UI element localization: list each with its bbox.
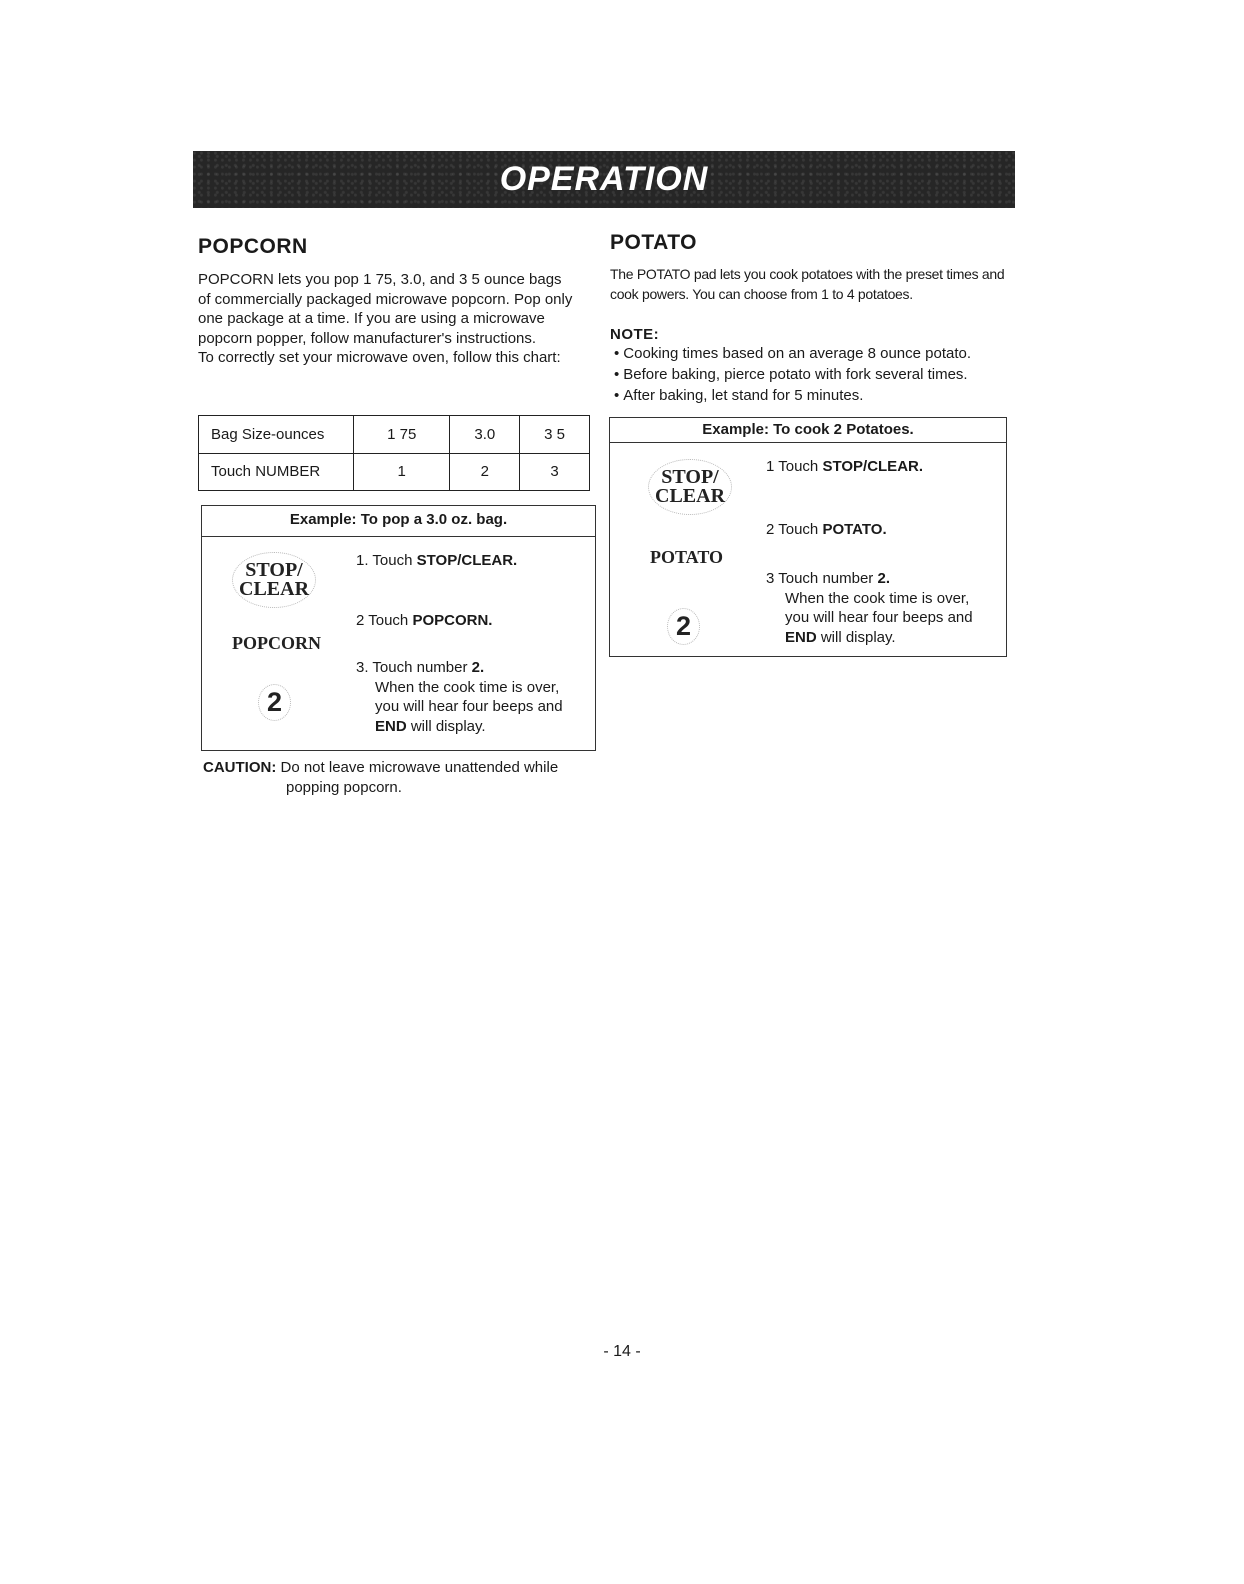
popcorn-intro <box>198 270 576 368</box>
operation-banner <box>193 151 1015 208</box>
potato-example-title: Example: To cook 2 Potatoes. <box>610 418 1006 443</box>
popcorn-intro-text: POPCORN lets you pop 1 75, 3.0, and 3 5 ounce bags of commercially packaged microwave popcorn. Pop only one package at a time. If you are using a microwave popcorn popper, follow manufacturer's instructions. <box>198 271 573 347</box>
stop-pad-line2: CLEAR <box>239 578 310 600</box>
chart-row-label: Touch NUMBER <box>199 453 354 491</box>
popcorn-step-1: 1. Touch STOP/CLEAR. <box>356 552 518 569</box>
chart-cell: 3.0 <box>450 416 520 454</box>
table-row <box>199 416 590 454</box>
popcorn-intro-chart-text: To correctly set your microwave oven, follow this chart: <box>198 349 561 366</box>
stop-clear-pad-icon <box>232 552 316 608</box>
potato-pad-icon: POTATO <box>650 547 724 567</box>
popcorn-step-2: 2 Touch POPCORN. <box>356 612 493 629</box>
chart-cell: 1 <box>354 453 450 491</box>
number-2-pad-icon: 2 <box>667 608 700 645</box>
potato-step-1: 1 Touch STOP/CLEAR. <box>766 458 924 475</box>
popcorn-example-title: Example: To pop a 3.0 oz. bag. <box>202 506 595 537</box>
potato-heading: POTATO <box>610 231 697 254</box>
popcorn-bag-size-chart <box>198 415 590 491</box>
potato-step-2: 2 Touch POTATO. <box>766 521 887 538</box>
popcorn-heading: POPCORN <box>198 235 308 258</box>
table-row <box>199 453 590 491</box>
list-item: • Cooking times based on an average 8 ounce potato. <box>614 343 1014 364</box>
chart-cell: 3 <box>520 453 590 491</box>
page-number: - 14 - <box>603 1343 641 1360</box>
number-2-pad-icon: 2 <box>258 684 291 721</box>
banner-title: OPERATION <box>499 160 709 198</box>
chart-row-label: Bag Size-ounces <box>199 416 354 454</box>
potato-intro: The POTATO pad lets you cook potatoes with the preset times and cook powers. You can choose from 1 to 4 potatoes. <box>610 266 1005 302</box>
potato-note-label: NOTE: <box>610 326 660 343</box>
stop-pad-line1: STOP/ <box>661 466 719 488</box>
chart-cell: 3 5 <box>520 416 590 454</box>
chart-cell: 2 <box>450 453 520 491</box>
chart-cell: 1 75 <box>354 416 450 454</box>
stop-pad-line2: CLEAR <box>655 485 726 507</box>
list-item: • Before baking, pierce potato with fork several times. <box>614 364 1014 385</box>
list-item: • After baking, let stand for 5 minutes. <box>614 385 1014 406</box>
potato-notes-list <box>614 343 1014 406</box>
popcorn-step-3: 3. Touch number 2. When the cook time is over, you will hear four beeps and END will display. <box>356 659 563 735</box>
stop-pad-line1: STOP/ <box>245 559 303 581</box>
popcorn-caution: CAUTION: Do not leave microwave unattended while popping popcorn. <box>203 759 559 796</box>
popcorn-pad-icon: POPCORN <box>232 633 321 653</box>
caution-label: CAUTION: <box>203 759 277 776</box>
potato-step-3: 3 Touch number 2. When the cook time is over, you will hear four beeps and END will display. <box>766 570 973 646</box>
stop-clear-pad-icon <box>648 459 732 515</box>
